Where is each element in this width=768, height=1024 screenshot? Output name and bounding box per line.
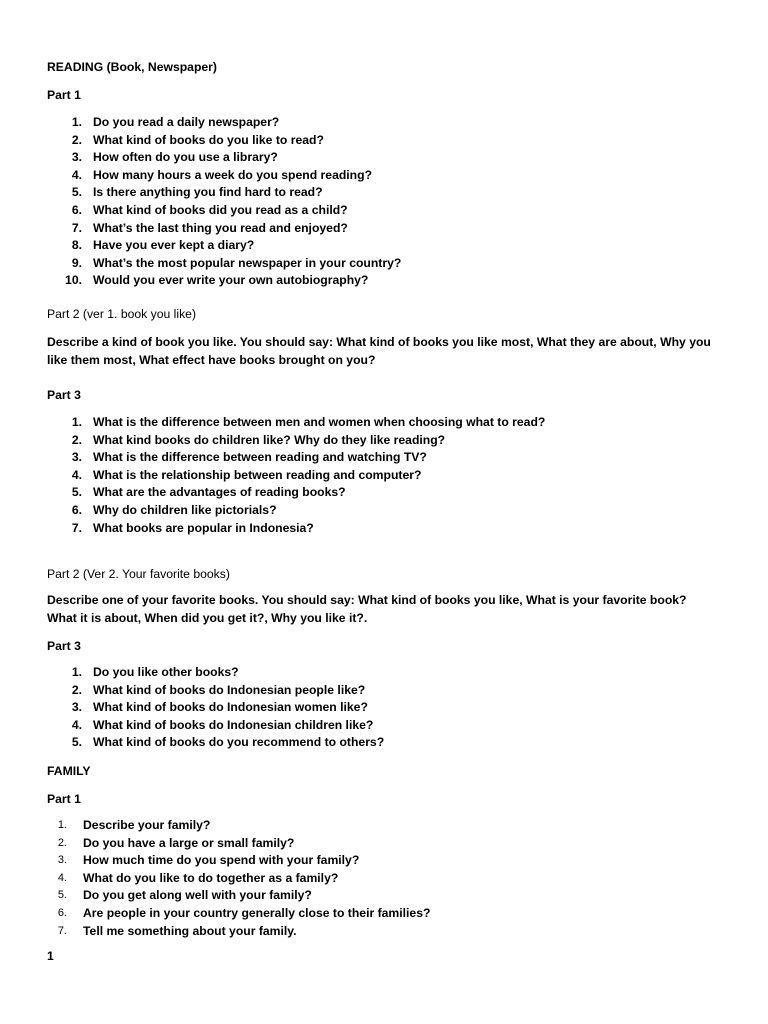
list-item: 4. What do you like to do together as a family? xyxy=(57,870,339,885)
list-item: 2. Do you have a large or small family? xyxy=(57,835,295,850)
list-item: 3. What is the difference between reading and watching TV? xyxy=(71,450,427,465)
question-text: What kind of books do Indonesian women like? xyxy=(93,700,368,715)
list-item: 9. What’s the most popular newspaper in your country? xyxy=(71,255,402,270)
question-text: How much time do you spend with your family? xyxy=(83,853,360,868)
family-part1-list xyxy=(47,817,430,940)
question-text: Describe your family? xyxy=(83,818,211,832)
family-heading: FAMILY xyxy=(47,764,91,778)
list-item: 4. What is the relationship between reading and computer? xyxy=(71,467,422,482)
question-text: Do you have a large or small family? xyxy=(83,835,295,850)
question-text: Have you ever kept a diary? xyxy=(93,238,255,253)
reading-part1-title: Part 1 xyxy=(47,88,81,102)
question-text: What kind of books do Indonesian people like? xyxy=(93,682,366,697)
question-text: What is the difference between men and women when choosing what to read? xyxy=(93,415,546,429)
question-text: What is the difference between reading and watching TV? xyxy=(93,450,427,465)
question-text: What kind of books do you like to read? xyxy=(93,132,324,147)
question-text: Would you ever write your own autobiography? xyxy=(93,273,369,288)
list-item: 5. What are the advantages of reading books? xyxy=(71,485,346,500)
question-text: What kind of books do you recommend to others? xyxy=(93,735,385,750)
question-text: What books are popular in Indonesia? xyxy=(93,520,314,535)
question-text: Do you read a daily newspaper? xyxy=(93,115,280,129)
question-text: What are the advantages of reading books? xyxy=(93,485,346,500)
reading-part3-v1-title: Part 3 xyxy=(47,388,81,402)
list-item: 6. What kind of books did you read as a child? xyxy=(71,202,348,217)
question-text: What’s the most popular newspaper in your country? xyxy=(93,255,402,270)
question-text: What kind of books do Indonesian children like? xyxy=(93,717,374,732)
list-item: 7. What books are popular in Indonesia? xyxy=(71,520,314,535)
question-text: Are people in your country generally close to their families? xyxy=(83,905,431,920)
question-text: How often do you use a library? xyxy=(93,150,278,165)
list-item: 6. Why do children like pictorials? xyxy=(71,502,277,517)
list-item: 10. Would you ever write your own autobiography? xyxy=(65,273,369,288)
question-text: Is there anything you find hard to read? xyxy=(93,185,323,200)
list-item: 5. Do you get along well with your family? xyxy=(57,888,312,903)
list-item: 7. Tell me something about your family. xyxy=(57,923,297,938)
list-item: 4. What kind of books do Indonesian children like? xyxy=(71,717,374,732)
reading-part3-v1-list xyxy=(47,414,545,537)
question-text: What kind books do children like? Why do they like reading? xyxy=(93,432,446,447)
list-item: 5. Is there anything you find hard to read? xyxy=(71,185,323,200)
question-text: How many hours a week do you spend reading? xyxy=(93,167,373,182)
question-text: What kind of books did you read as a child? xyxy=(93,202,348,217)
list-item: 3. How much time do you spend with your family? xyxy=(57,853,360,868)
list-item: 2. What kind books do children like? Why do they like reading? xyxy=(71,432,446,447)
question-text: What is the relationship between reading and computer? xyxy=(93,467,422,482)
reading-part2-v1-title: Part 2 (ver 1. book you like) xyxy=(47,307,197,321)
question-text: Why do children like pictorials? xyxy=(93,502,277,517)
reading-heading: READING (Book, Newspaper) xyxy=(47,60,217,74)
list-item: 7. What’s the last thing you read and enjoyed? xyxy=(71,220,348,235)
reading-part2-v1-text: Describe a kind of book you like. You should say: What kind of books you like most, What they are about, Why you like them most, What effect have books brought on you? xyxy=(47,335,711,367)
list-item: 2. What kind of books do you like to read? xyxy=(71,132,324,147)
list-item: 5. What kind of books do you recommend to others? xyxy=(71,735,385,750)
list-item: 8. Have you ever kept a diary? xyxy=(71,238,255,253)
reading-part1-list xyxy=(47,114,401,290)
list-item: 3. What kind of books do Indonesian women like? xyxy=(71,700,368,715)
reading-part3-v2-list xyxy=(47,664,384,752)
list-item: 6. Are people in your country generally close to their families? xyxy=(57,905,431,920)
question-text: What do you like to do together as a family? xyxy=(83,870,339,885)
list-item: 2. What kind of books do Indonesian people like? xyxy=(71,682,366,697)
list-item: 1. Do you like other books? xyxy=(71,665,239,679)
list-item: 4. How many hours a week do you spend reading? xyxy=(71,167,373,182)
question-text: Tell me something about your family. xyxy=(83,923,297,938)
page-number: 1 xyxy=(47,949,54,963)
list-item: 1. What is the difference between men and women when choosing what to read? xyxy=(71,415,546,429)
question-text: Do you get along well with your family? xyxy=(83,888,312,903)
list-item: 3. How often do you use a library? xyxy=(71,150,278,165)
question-text: Do you like other books? xyxy=(93,665,239,679)
reading-part2-v2-title: Part 2 (Ver 2. Your favorite books) xyxy=(47,567,230,581)
list-item: 1. Describe your family? xyxy=(57,818,211,832)
reading-part2-v2-text: Describe one of your favorite books. You should say: What kind of books you like, What is your favorite book? What it is about, When did you get it?, Why you like it?. xyxy=(47,593,687,625)
question-text: What’s the last thing you read and enjoyed? xyxy=(93,220,348,235)
family-part1-title: Part 1 xyxy=(47,792,81,806)
reading-part3-v2-title: Part 3 xyxy=(47,639,81,653)
list-item: 1. Do you read a daily newspaper? xyxy=(71,115,280,129)
